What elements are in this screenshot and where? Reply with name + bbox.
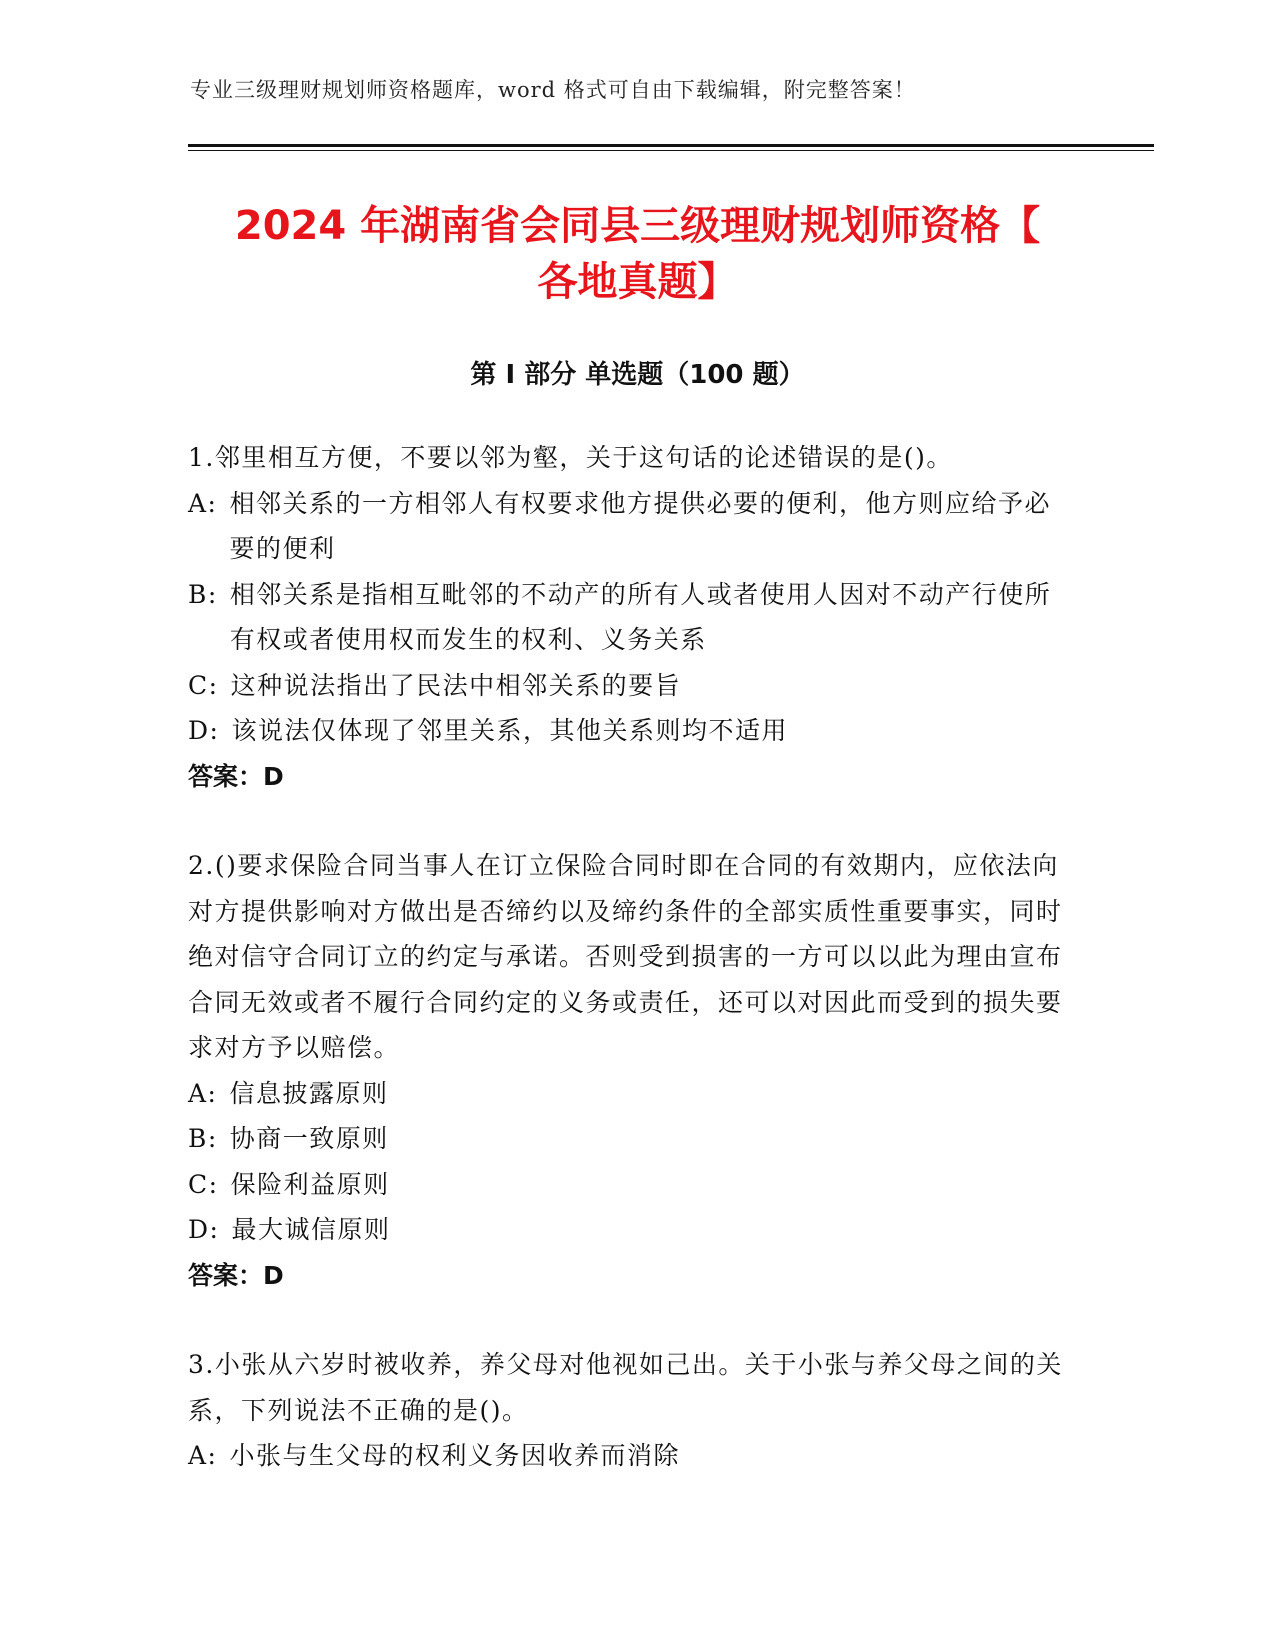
header-rule-thin [188,150,1154,151]
question-3 [188,1342,1068,1479]
option-b [188,1116,1068,1162]
option-letter: D: [188,1215,220,1244]
option-letter: A: [188,1078,218,1108]
document-title-line-1: 2024 年湖南省会同县三级理财规划师资格【 [234,203,1041,249]
option-text: 相邻关系的一方相邻人有权要求他方提供必要的便利，他方则应给予必要的便利 [229,488,1051,563]
option-letter: B: [188,579,218,609]
option-a [188,1433,1068,1479]
option-a [188,481,1068,572]
question-stem: 2.()要求保险合同当事人在订立保险合同时即在合同的有效期内，应依法向对方提供影响对方做出是否缔约以及缔约条件的全部实质性重要事实，同时绝对信守合同订立的约定与承诺。否则受到损害的一方可以以此为理由宣布合同无效或者不履行合同约定的义务或责任，还可以对因此而受到的损失要求对方予以赔偿。 [188,851,1063,1062]
option-c [188,1162,1068,1208]
option-c [188,663,1068,709]
option-text: 协商一致原则 [229,1124,389,1153]
option-letter: C: [188,1169,219,1199]
page-header: 专业三级理财规划师资格题库，word 格式可自由下载编辑，附完整答案！ [190,78,916,102]
option-letter: A: [188,488,218,518]
option-text: 最大诚信原则 [231,1215,391,1244]
header-rule-thick [188,144,1154,147]
document-title [150,198,1125,310]
document-title-line-2: 各地真题】 [537,259,738,305]
answer-line: 答案：D [188,761,284,791]
option-text: 保险利益原则 [230,1169,390,1199]
option-text: 信息披露原则 [229,1078,389,1108]
option-letter: D: [188,716,220,745]
option-letter: B: [188,1124,218,1153]
option-letter: C: [188,670,219,700]
option-letter: A: [188,1441,218,1470]
option-text: 相邻关系是指相互毗邻的不动产的所有人或者使用人因对不动产行使所有权或者使用权而发生的权利、义务关系 [229,579,1052,654]
option-text: 小张与生父母的权利义务因收养而消除 [229,1441,680,1470]
option-a [188,1071,1068,1117]
answer-line: 答案：D [188,1260,284,1290]
option-text: 该说法仅体现了邻里关系，其他关系则均不适用 [231,716,788,745]
question-2 [188,843,1068,1298]
question-stem: 3.小张从六岁时被收养，养父母对他视如己出。关于小张与养父母之间的关系，下列说法不正确的是()。 [188,1350,1063,1425]
question-stem: 1.邻里相互方便，不要以邻为壑，关于这句话的论述错误的是()。 [188,443,953,472]
question-list [188,435,1068,1523]
question-1 [188,435,1068,799]
option-b [188,572,1068,663]
section-title: 第 I 部分 单选题（100 题） [470,360,805,390]
option-text: 这种说法指出了民法中相邻关系的要旨 [230,670,682,700]
option-d [188,708,1068,754]
option-d [188,1207,1068,1253]
